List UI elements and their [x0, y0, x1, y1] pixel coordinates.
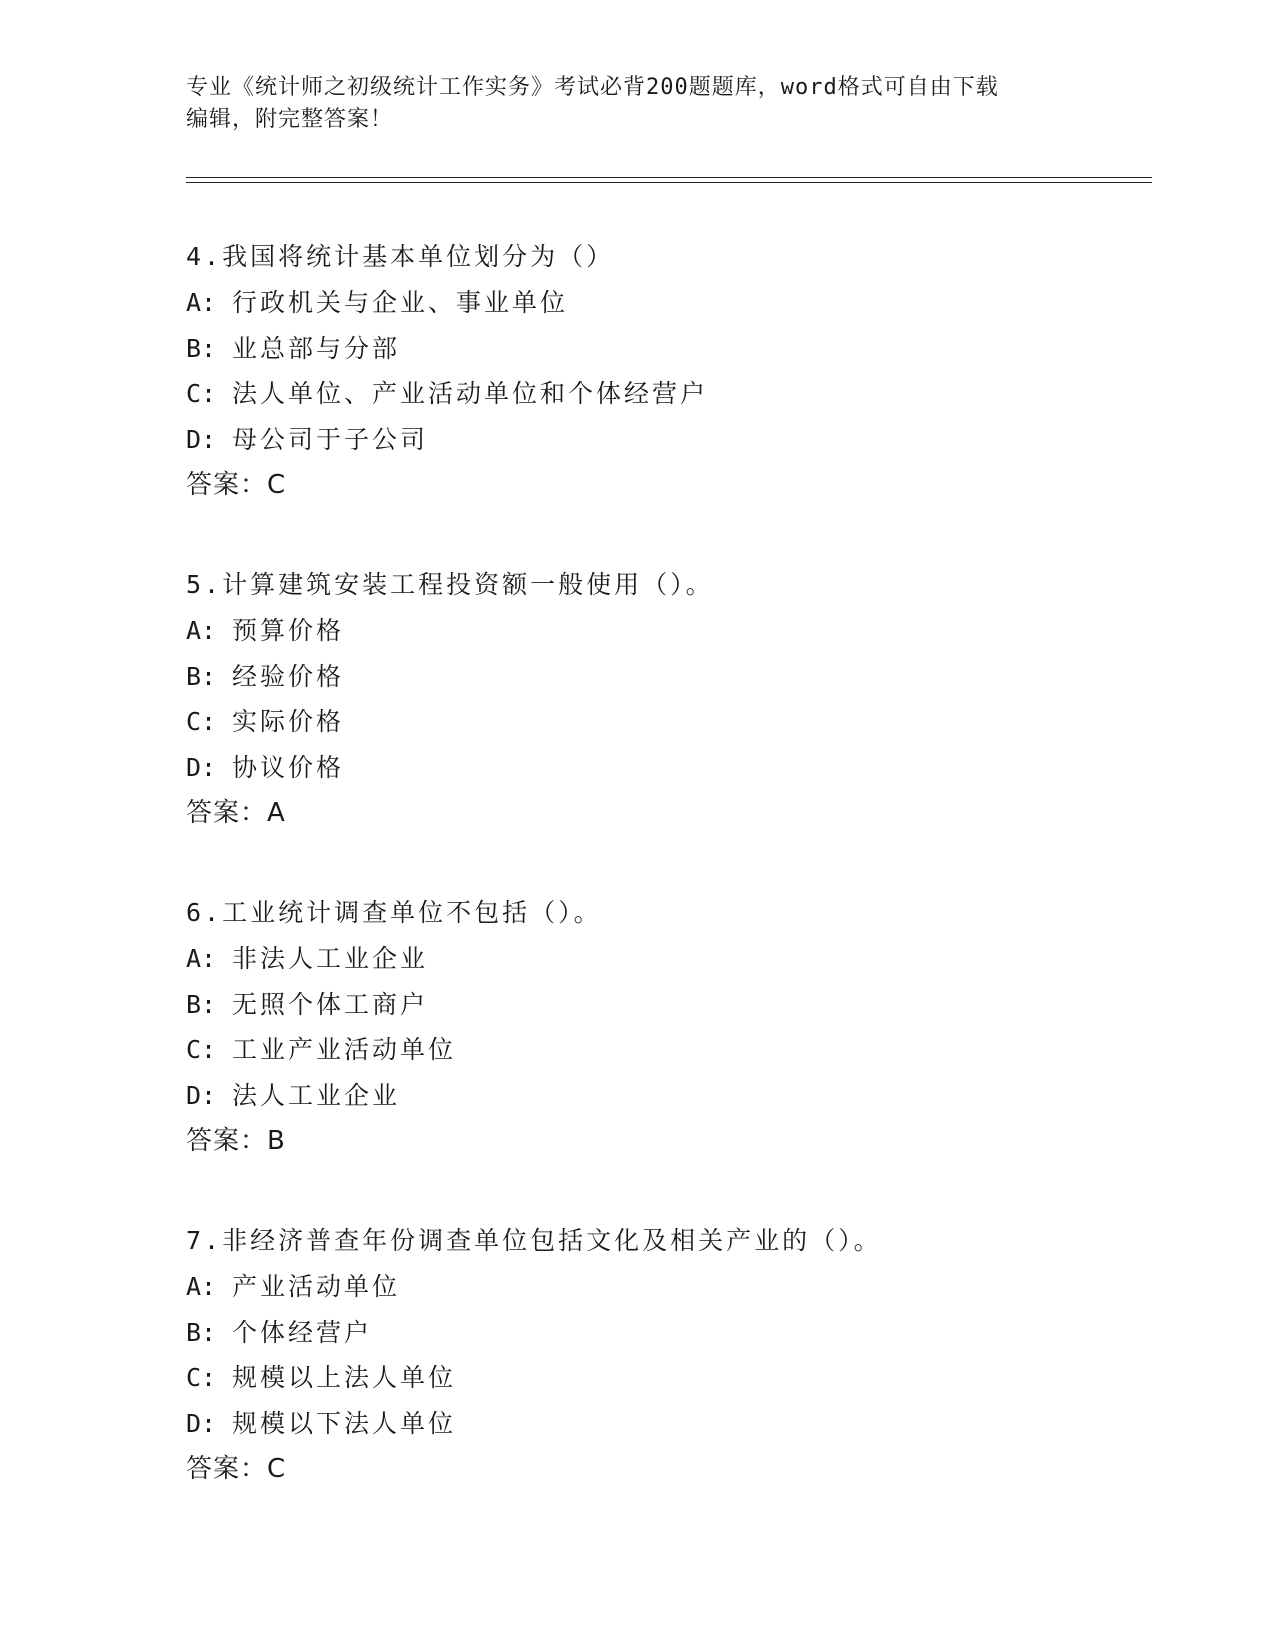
answer-line: 答案：C — [186, 470, 287, 500]
header-line-2: 编辑，附完整答案！ — [186, 107, 394, 132]
document-header — [186, 72, 1086, 136]
option-c — [186, 371, 1166, 417]
option-text: 法人工业企业 — [232, 1080, 401, 1110]
option-letter: D: — [186, 752, 217, 782]
question-item — [186, 562, 1166, 836]
option-b — [186, 982, 1166, 1028]
question-item — [186, 234, 1166, 508]
option-c — [186, 1355, 1166, 1401]
option-letter: B: — [186, 661, 217, 691]
option-letter: D: — [186, 1408, 217, 1438]
option-letter: B: — [186, 333, 217, 363]
answer-line: 答案：B — [186, 1126, 286, 1156]
question-list — [186, 234, 1166, 1546]
question-item — [186, 890, 1166, 1164]
question-stem: 5.计算建筑安装工程投资额一般使用（）。 — [186, 570, 714, 599]
option-letter: C: — [186, 379, 217, 408]
option-letter: A: — [186, 944, 217, 973]
option-text: 业总部与分部 — [232, 333, 401, 363]
header-divider-top — [186, 177, 1152, 178]
answer-line: 答案：A — [186, 798, 286, 828]
option-b — [186, 326, 1166, 372]
option-text: 协议价格 — [232, 752, 345, 782]
option-text: 母公司于子公司 — [232, 424, 429, 454]
option-text: 非法人工业企业 — [232, 944, 429, 973]
option-letter: C: — [186, 707, 217, 736]
question-item — [186, 1218, 1166, 1492]
answer-line: 答案：C — [186, 1454, 287, 1484]
option-d — [186, 1073, 1166, 1119]
option-text: 无照个体工商户 — [232, 989, 429, 1019]
option-letter: C: — [186, 1363, 217, 1392]
option-letter: A: — [186, 1272, 217, 1301]
option-a — [186, 280, 1166, 326]
option-letter: A: — [186, 288, 217, 317]
option-letter: D: — [186, 1080, 217, 1110]
option-c — [186, 1027, 1166, 1073]
option-d — [186, 745, 1166, 791]
option-b — [186, 1310, 1166, 1356]
question-stem: 4.我国将统计基本单位划分为（） — [186, 242, 615, 271]
option-b — [186, 654, 1166, 700]
option-letter: D: — [186, 424, 217, 454]
option-d — [186, 417, 1166, 463]
option-text: 工业产业活动单位 — [232, 1035, 457, 1064]
option-a — [186, 608, 1166, 654]
option-a — [186, 1264, 1166, 1310]
option-text: 经验价格 — [232, 661, 345, 691]
option-letter: A: — [186, 616, 217, 645]
option-a — [186, 936, 1166, 982]
question-stem: 6.工业统计调查单位不包括（）。 — [186, 898, 602, 927]
question-stem: 7.非经济普查年份调查单位包括文化及相关产业的（）。 — [186, 1226, 882, 1255]
header-line-1: 专业《统计师之初级统计工作实务》考试必背200题题库，word格式可自由下载 — [186, 75, 999, 100]
option-text: 法人单位、产业活动单位和个体经营户 — [232, 379, 709, 408]
option-text: 个体经营户 — [232, 1317, 373, 1347]
option-text: 预算价格 — [232, 616, 345, 645]
option-letter: B: — [186, 989, 217, 1019]
option-text: 产业活动单位 — [232, 1272, 401, 1301]
header-divider-bottom — [186, 182, 1152, 183]
option-text: 规模以上法人单位 — [232, 1363, 457, 1392]
option-c — [186, 699, 1166, 745]
option-text: 规模以下法人单位 — [232, 1408, 457, 1438]
option-text: 实际价格 — [232, 707, 345, 736]
option-d — [186, 1401, 1166, 1447]
option-letter: B: — [186, 1317, 217, 1347]
option-letter: C: — [186, 1035, 217, 1064]
option-text: 行政机关与企业、事业单位 — [232, 288, 569, 317]
